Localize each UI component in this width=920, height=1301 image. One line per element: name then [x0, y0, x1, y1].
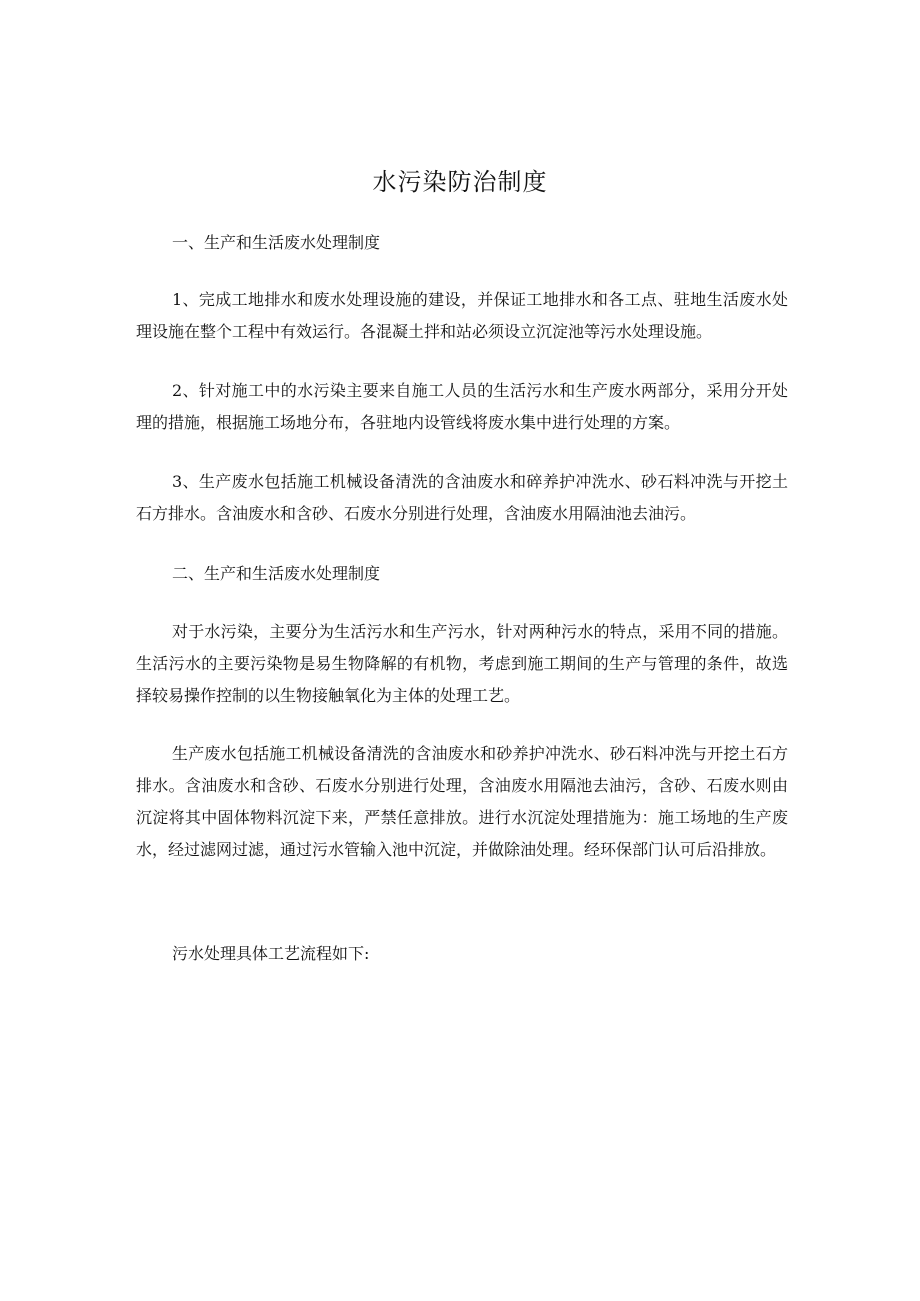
- paragraph-water-pollution: 对于水污染，主要分为生活污水和生产污水，针对两种污水的特点，采用不同的措施。生活污水的主要污染物是易生物降解的有机物，考虑到施工期间的生产与管理的条件，故选择较易操作控制的以生物接触氧化为主体的处理工艺。: [136, 622, 788, 705]
- section-heading-2: 二、生产和生活废水处理制度: [172, 564, 381, 583]
- section-heading-1: 一、生产和生活废水处理制度: [172, 233, 381, 252]
- paragraph-item-1: 1、完成工地排水和废水处理设施的建设，并保证工地排水和各工点、驻地生活废水处理设施在整个工程中有效运行。各混凝土拌和站必须设立沉淀池等污水处理设施。: [136, 290, 788, 341]
- paragraph-production-wastewater: 生产废水包括施工机械设备清洗的含油废水和砂养护冲洗水、砂石料冲洗与开挖土石方排水。含油废水和含砂、石废水分别进行处理，含油废水用隔池去油污，含砂、石废水则由沉淀将其中固体物料沉淀下来，严禁任意排放。进行水沉淀处理措施为：施工场地的生产废水，经过滤网过滤，通过污水管输入池中沉淀，并做除油处理。经环保部门认可后沿排放。: [136, 744, 788, 859]
- paragraph-item-3: 3、生产废水包括施工机械设备清洗的含油废水和碎养护冲洗水、砂石料冲洗与开挖土石方排水。含油废水和含砂、石废水分别进行处理，含油废水用隔油池去油污。: [136, 472, 788, 523]
- document-title: 水污染防治制度: [372, 168, 548, 196]
- paragraph-process-flow-intro: 污水处理具体工艺流程如下:: [172, 944, 370, 963]
- paragraph-item-2: 2、针对施工中的水污染主要来自施工人员的生活污水和生产废水两部分，采用分开处理的措施，根据施工场地分布，各驻地内设管线将废水集中进行处理的方案。: [136, 381, 788, 432]
